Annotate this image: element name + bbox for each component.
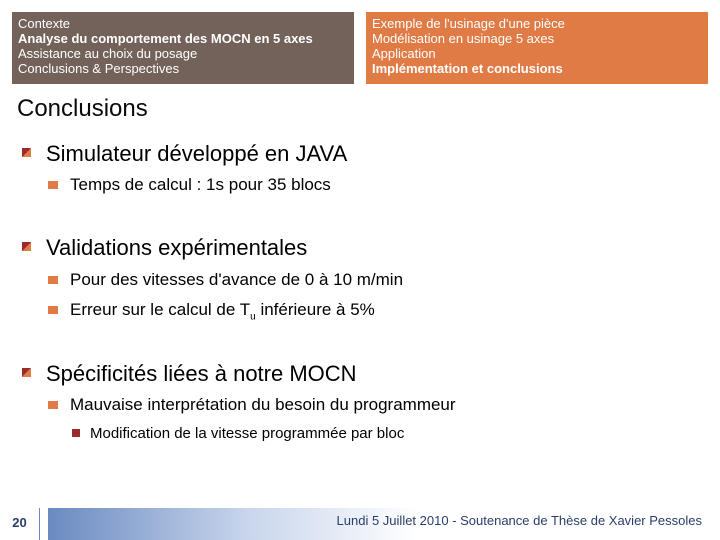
sub-bullet-vitesses [48,270,403,290]
bullet-specificites [22,361,357,387]
sub-bullet-text [70,300,375,323]
header-left-item: Assistance au choix du posage [18,46,198,61]
header-right-item: Exemple de l'usinage d'une pièce [372,16,565,31]
header-left-item-active: Analyse du comportement des MOCN en 5 axes [18,31,313,46]
sub-bullet-erreur [48,300,375,322]
header-left-panel [12,12,354,84]
sub-bullet-marker-icon [48,401,58,409]
bullet-marker-icon [22,148,31,157]
sub-bullet-marker-icon [48,306,58,314]
header-left-item: Conclusions & Perspectives [18,61,180,76]
sub-bullet-text: Pour des vitesses d'avance de 0 à 10 m/min [70,270,404,289]
subscript-u: u [250,311,256,323]
bullet-text: Validations expérimentales [46,235,308,260]
subsub-bullet-marker-icon [72,429,80,437]
bullet-validations [22,235,307,261]
sub-bullet-text: Temps de calcul : 1s pour 35 blocs [70,175,331,194]
footer-text: Lundi 5 Juillet 2010 - Soutenance de Thèse de Xavier Pessoles [336,513,702,528]
bullet-marker-icon [22,368,31,377]
header-right-panel [366,12,708,84]
sub-bullet-marker-icon [48,276,58,284]
header-right-item: Modélisation en usinage 5 axes [372,31,555,46]
bullet-text: Spécificités liées à notre MOCN [46,361,357,386]
sub-bullet-text: Mauvaise interprétation du besoin du programmeur [70,395,456,414]
header-left-item: Contexte [18,16,71,31]
sub-bullet-text-part: Erreur sur le calcul de T [70,300,251,319]
bullet-text: Simulateur développé en JAVA [46,141,348,166]
sub-bullet-marker-icon [48,181,58,189]
subsub-bullet-text: Modification de la vitesse programmée par bloc [90,425,405,442]
sub-bullet-mauvaise [48,395,456,415]
header-right-item-active: Implémentation et conclusions [372,61,563,76]
header-right-item: Application [372,46,436,61]
sub-bullet-text-part: inférieure à 5% [255,300,375,319]
slide-title: Conclusions [17,95,148,122]
subsub-bullet-modification [72,425,404,442]
page-number: 20 [0,508,40,540]
bullet-marker-icon [22,242,31,251]
bullet-simulateur [22,141,347,167]
sub-bullet-temps-calcul [48,175,331,195]
